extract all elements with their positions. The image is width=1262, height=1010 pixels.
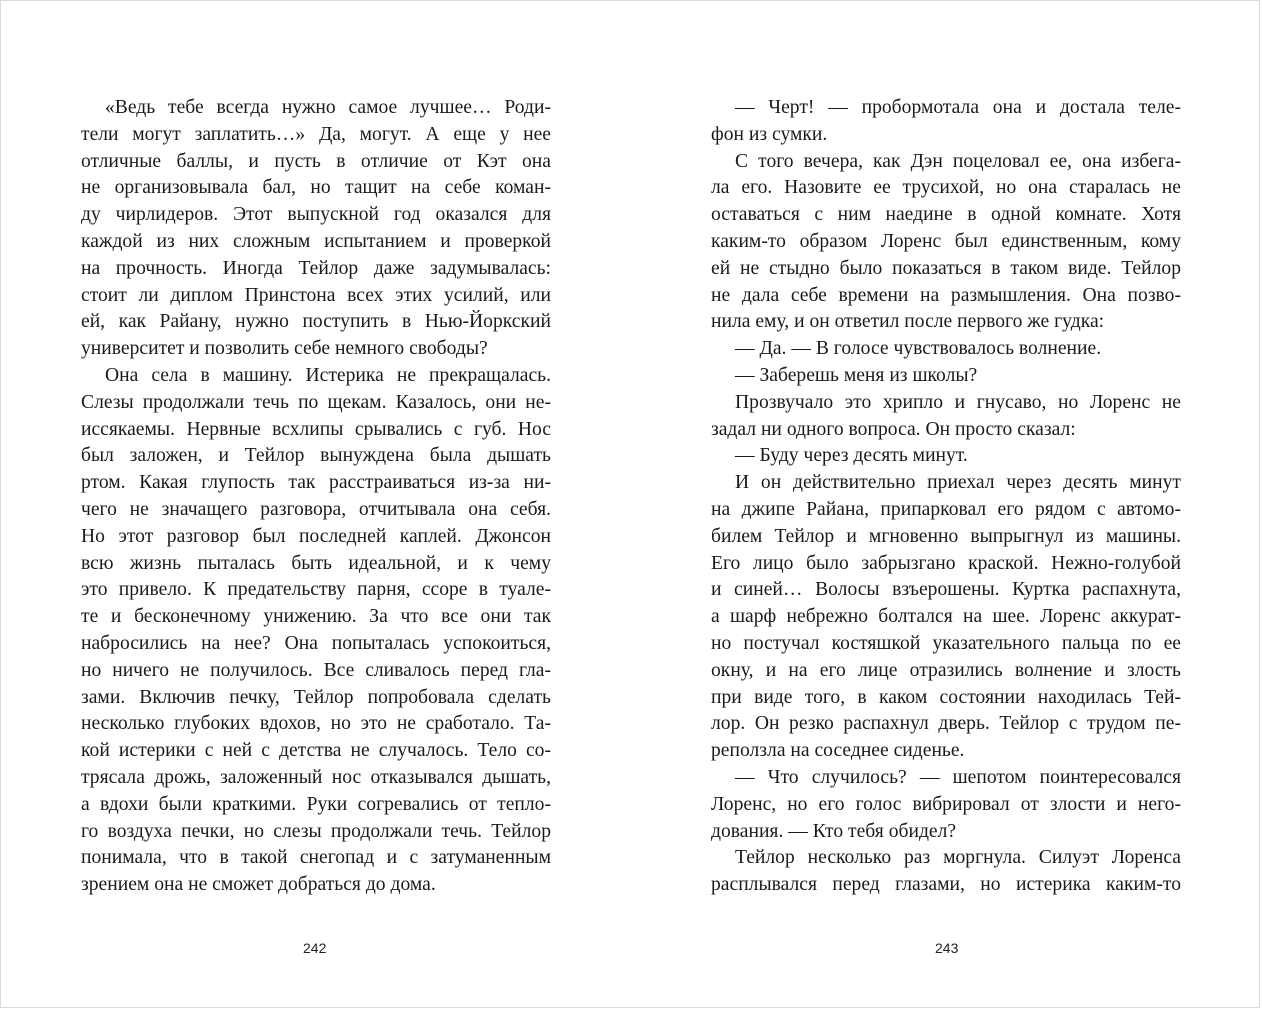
text-line: дования. — Кто тебя обидел? bbox=[711, 820, 957, 842]
text-line: был заложен, и Тейлор вынуждена была дышать bbox=[81, 445, 551, 467]
text-line: а вдохи были краткими. Руки согревались от тепло- bbox=[81, 793, 551, 815]
text-line: лор. Он резко распахнул дверь. Тейлор с трудом пе- bbox=[711, 713, 1181, 735]
text-line: университет и позволить себе немного свободы? bbox=[81, 338, 488, 360]
text-line: — Заберешь меня из школы? bbox=[735, 364, 978, 386]
text-line: тели могут заплатить…» Да, могут. А еще у нее bbox=[81, 123, 551, 145]
text-line: ей не стыдно было показаться в таком виде. Тейлор bbox=[711, 257, 1181, 279]
text-line: понимала, что в такой снегопад и с затуманенным bbox=[81, 847, 551, 869]
text-line: — Буду через десять минут. bbox=[735, 445, 968, 467]
text-line: фон из сумки. bbox=[711, 123, 828, 145]
right-page bbox=[632, 1, 1261, 1007]
text-line: несколько глубоких вдохов, но это не сработало. Та- bbox=[81, 713, 551, 735]
text-line: но ничего не получилось. Все сливалось перед гла- bbox=[81, 659, 551, 681]
text-line: ей, как Райану, нужно поступить в Нью-Йоркский bbox=[81, 311, 551, 333]
left-page-number: 242 bbox=[303, 940, 327, 956]
text-line: на прочность. Иногда Тейлор даже задумывалась: bbox=[81, 257, 551, 279]
text-line: Прозвучало это хрипло и гнусаво, но Лоренс не bbox=[735, 391, 1181, 413]
text-line: ртом. Какая глупость так расстраиваться из-за ни- bbox=[81, 472, 551, 494]
text-line: И он действительно приехал через десять минут bbox=[735, 472, 1181, 494]
text-line: Его лицо было забрызгано краской. Нежно-голубой bbox=[711, 552, 1181, 574]
right-page-text bbox=[711, 95, 1181, 899]
text-line: задал ни одного вопроса. Он просто сказал: bbox=[711, 418, 1076, 440]
text-line: Она села в машину. Истерика не прекращалась. bbox=[105, 364, 551, 386]
text-line: Слезы продолжали течь по щекам. Казалось, они не- bbox=[81, 391, 551, 413]
text-line: это привело. К предательству парня, ссоре в туале- bbox=[81, 579, 551, 601]
text-line: стоит ли диплом Принстона всех этих усилий, или bbox=[81, 284, 551, 306]
text-line: не организовывала бал, но тащит на себе коман- bbox=[81, 177, 551, 199]
text-line: всю жизнь пыталась быть идеальной, и к чему bbox=[81, 552, 551, 574]
text-line: ла его. Назовите ее трусихой, но она старалась не bbox=[711, 177, 1181, 199]
text-line: Лоренс, но его голос вибрировал от злости и него- bbox=[711, 793, 1181, 815]
text-line: каким-то образом Лоренс был единственным, кому bbox=[711, 230, 1181, 252]
text-line: зрением она не сможет добраться до дома. bbox=[81, 874, 436, 896]
text-line: — Да. — В голосе чувствовалось волнение. bbox=[735, 338, 1102, 360]
text-line: те и бесконечному унижению. За что все они так bbox=[81, 606, 551, 628]
text-line: ду чирлидеров. Этот выпускной год оказался для bbox=[81, 204, 551, 226]
text-line: нила ему, и он ответил после первого же гудка: bbox=[711, 311, 1105, 333]
text-line: чего не значащего разговора, отчитывала она себя. bbox=[81, 498, 551, 520]
text-line: Но этот разговор был последней каплей. Джонсон bbox=[81, 525, 551, 547]
text-line: отличные баллы, и пусть в отличие от Кэт она bbox=[81, 150, 551, 172]
text-line: набросились на нее? Она попыталась успокоиться, bbox=[81, 632, 551, 654]
text-line: — Черт! — пробормотала она и достала теле- bbox=[735, 97, 1181, 118]
text-line: билем Тейлор и мгновенно выпрыгнул из машины. bbox=[711, 525, 1181, 547]
text-line: зами. Включив печку, Тейлор попробовала сделать bbox=[81, 686, 551, 708]
text-line: го воздуха печки, но слезы продолжали течь. Тейлор bbox=[81, 820, 551, 842]
text-line: окну, и на его лице отразились волнение и злость bbox=[711, 659, 1181, 681]
text-line: иссякаемы. Нервные всхлипы срывались с губ. Нос bbox=[81, 418, 551, 440]
text-line: С того вечера, как Дэн поцеловал ее, она избега- bbox=[735, 150, 1181, 172]
text-line: каждой из них сложным испытанием и проверкой bbox=[81, 230, 551, 252]
text-line: не дала себе времени на размышления. Она позво- bbox=[711, 284, 1181, 306]
text-line: оставаться с ним наедине в одной комнате. Хотя bbox=[711, 204, 1181, 226]
left-page-text bbox=[81, 95, 551, 899]
text-line: кой истерики с ней с детства не случалось. Тело со- bbox=[81, 740, 551, 762]
right-page-number: 243 bbox=[935, 940, 959, 956]
text-line: расплывался перед глазами, но истерика каким-то bbox=[711, 874, 1181, 896]
text-line: реползла на соседнее сиденье. bbox=[711, 740, 965, 762]
text-line: и синей… Волосы взъерошены. Куртка распахнута, bbox=[711, 579, 1181, 601]
text-line: — Что случилось? — шепотом поинтересовался bbox=[735, 766, 1181, 788]
text-line: «Ведь тебе всегда нужно самое лучшее… Роди- bbox=[105, 97, 551, 118]
left-page bbox=[1, 1, 632, 1007]
text-line: при виде того, в каком состоянии находилась Тей- bbox=[711, 686, 1181, 708]
text-line: на джипе Райана, припарковал его рядом с автомо- bbox=[711, 498, 1181, 520]
text-line: трясала дрожь, заложенный нос отказывался дышать, bbox=[81, 766, 551, 788]
text-line: но постучал костяшкой указательного пальца по ее bbox=[711, 632, 1181, 654]
text-line: а шарф небрежно болтался на шее. Лоренс аккурат- bbox=[711, 606, 1181, 628]
text-line: Тейлор несколько раз моргнула. Силуэт Лоренса bbox=[735, 847, 1181, 869]
